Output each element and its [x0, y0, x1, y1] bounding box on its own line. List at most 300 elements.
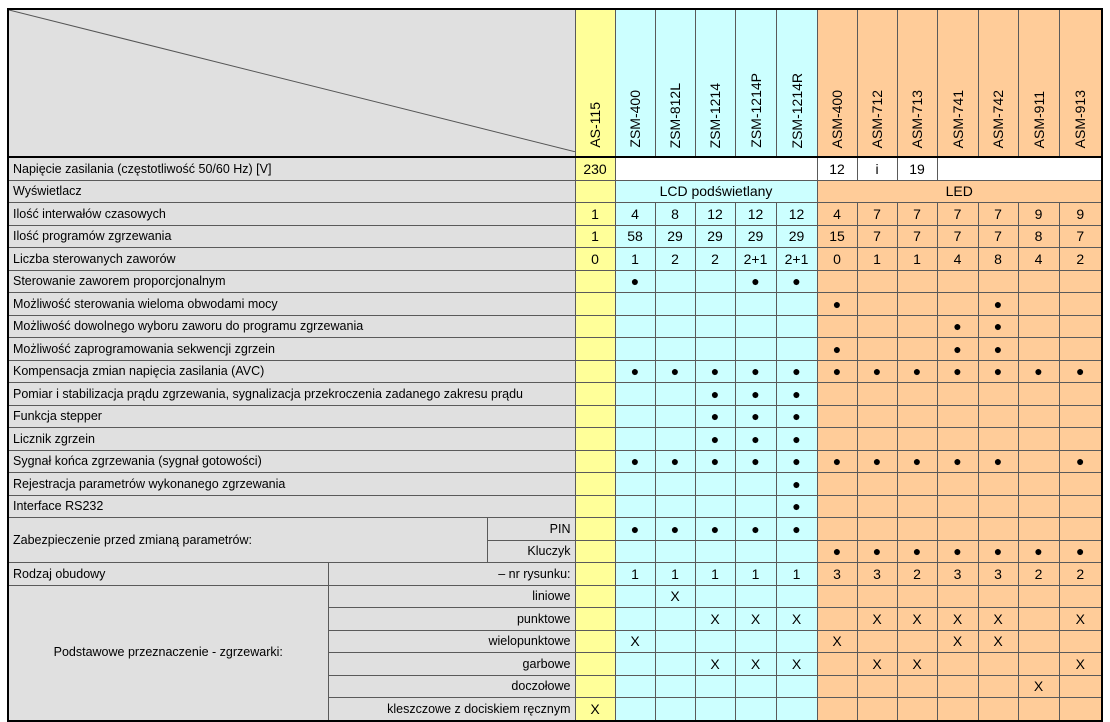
feature-dot: ● [978, 293, 1018, 316]
value-cell [817, 270, 857, 293]
value-cell [1059, 630, 1102, 653]
feature-dot: ● [735, 270, 776, 293]
feature-dot: ● [655, 450, 695, 473]
feature-dot: ● [695, 450, 735, 473]
value-cell [776, 540, 817, 563]
value-cell [655, 338, 695, 361]
value-cell [978, 585, 1018, 608]
display-row [8, 180, 1102, 203]
value-cell [1018, 383, 1059, 406]
value-cell: 12 [695, 203, 735, 226]
model-name: ZSM-812L [667, 82, 683, 148]
feature-dot: ● [735, 405, 776, 428]
purpose-mark: X [897, 608, 937, 631]
value-cell [937, 405, 978, 428]
feature-dot: ● [1018, 360, 1059, 383]
value-cell: 4 [937, 248, 978, 271]
value-cell [897, 293, 937, 316]
housing-value: 3 [978, 563, 1018, 586]
value-cell [655, 473, 695, 496]
value-cell [1059, 518, 1102, 541]
value-cell [1018, 518, 1059, 541]
value-cell [695, 338, 735, 361]
purpose-row [8, 585, 1102, 608]
value-cell [615, 383, 655, 406]
value-cell [978, 518, 1018, 541]
value-cell [937, 473, 978, 496]
value-cell [575, 383, 615, 406]
feature-dot: ● [776, 270, 817, 293]
value-cell [937, 428, 978, 451]
value-cell [1018, 653, 1059, 676]
row-label: Możliwość dowolnego wyboru zaworu do programu zgrzewania [8, 315, 575, 338]
feature-row [8, 360, 1102, 383]
housing-value: 2 [897, 563, 937, 586]
model-name: ASM-911 [1030, 90, 1047, 148]
feature-dot: ● [857, 540, 897, 563]
feature-dot: ● [615, 450, 655, 473]
row-label: Kompensacja zmian napięcia zasilania (AVC) [8, 360, 575, 383]
value-cell [615, 675, 655, 698]
feature-dot: ● [857, 450, 897, 473]
feature-dot: ● [695, 383, 735, 406]
housing-value: 3 [937, 563, 978, 586]
purpose-mark: X [857, 608, 897, 631]
value-cell: 7 [857, 225, 897, 248]
value-cell [897, 315, 937, 338]
row-label: Możliwość sterowania wieloma obwodami mocy [8, 293, 575, 316]
value-cell [695, 585, 735, 608]
value-cell [897, 518, 937, 541]
feature-dot: ● [615, 518, 655, 541]
model-name: ZSM-1214 [707, 82, 723, 148]
value-cell [857, 428, 897, 451]
value-cell: 0 [817, 248, 857, 271]
value-cell [857, 495, 897, 518]
value-cell: 2+1 [776, 248, 817, 271]
purpose-mark: X [776, 608, 817, 631]
feature-dot: ● [735, 450, 776, 473]
value-cell [1018, 315, 1059, 338]
row-label: Ilość programów zgrzewania [8, 225, 575, 248]
row-label: Ilość interwałów czasowych [8, 203, 575, 226]
display-zsm: LCD podświetlany [615, 180, 817, 203]
value-cell [857, 270, 897, 293]
purpose-mark: X [937, 608, 978, 631]
value-cell [1018, 338, 1059, 361]
value-cell [655, 675, 695, 698]
voltage-label: Napięcie zasilania (częstotliwość 50/60 Hz) [V] [8, 157, 575, 180]
value-cell [937, 293, 978, 316]
value-cell [857, 315, 897, 338]
value-cell [937, 653, 978, 676]
value-cell [735, 315, 776, 338]
housing-value [575, 563, 615, 586]
feature-dot: ● [776, 360, 817, 383]
row-label: Licznik zgrzein [8, 428, 575, 451]
value-cell [1059, 473, 1102, 496]
value-cell [735, 338, 776, 361]
value-cell: 58 [615, 225, 655, 248]
value-cell [615, 653, 655, 676]
spec-table-container [7, 8, 1103, 722]
value-cell [1018, 428, 1059, 451]
voltage-blank [615, 157, 817, 180]
value-cell: 7 [978, 225, 1018, 248]
feature-dot: ● [897, 360, 937, 383]
value-cell: 2 [655, 248, 695, 271]
value-cell: 4 [615, 203, 655, 226]
value-cell [735, 473, 776, 496]
value-cell: 12 [735, 203, 776, 226]
feature-dot: ● [735, 360, 776, 383]
value-cell [655, 653, 695, 676]
model-header [735, 9, 776, 157]
value-cell [817, 608, 857, 631]
value-cell [1018, 270, 1059, 293]
value-cell [978, 428, 1018, 451]
value-cell [695, 495, 735, 518]
feature-dot: ● [978, 315, 1018, 338]
purpose-label: Podstawowe przeznaczenie - zgrzewarki: [8, 585, 328, 721]
feature-row [8, 473, 1102, 496]
model-name: ASM-742 [990, 89, 1006, 148]
value-cell: 9 [1059, 203, 1102, 226]
value-cell: 1 [857, 248, 897, 271]
value-cell [735, 540, 776, 563]
value-cell [776, 675, 817, 698]
value-cell [1059, 270, 1102, 293]
value-cell [655, 540, 695, 563]
value-cell [978, 473, 1018, 496]
value-cell [776, 293, 817, 316]
purpose-sublabel: garbowe [328, 653, 575, 676]
value-cell [615, 698, 655, 721]
feature-dot: ● [817, 540, 857, 563]
purpose-mark: X [776, 653, 817, 676]
value-cell [817, 383, 857, 406]
feature-dot: ● [695, 518, 735, 541]
value-cell: 2 [695, 248, 735, 271]
feature-dot: ● [937, 540, 978, 563]
housing-value: 1 [695, 563, 735, 586]
model-name: ZSM-1214P [747, 73, 764, 148]
value-cell [776, 338, 817, 361]
value-cell [1018, 405, 1059, 428]
feature-dot: ● [817, 293, 857, 316]
feature-dot: ● [776, 450, 817, 473]
value-cell [776, 315, 817, 338]
value-cell [615, 405, 655, 428]
model-name: AS-115 [587, 102, 603, 148]
value-cell [937, 518, 978, 541]
value-cell [857, 338, 897, 361]
value-cell [817, 698, 857, 721]
value-cell [1059, 585, 1102, 608]
value-cell [857, 405, 897, 428]
value-cell [575, 495, 615, 518]
value-cell: 29 [735, 225, 776, 248]
value-cell [735, 630, 776, 653]
feature-dot: ● [937, 450, 978, 473]
model-header [817, 9, 857, 157]
corner-diagonal [8, 9, 575, 157]
model-header [1018, 9, 1059, 157]
model-name: ASM-713 [909, 89, 925, 148]
value-cell [735, 675, 776, 698]
housing-value: 1 [655, 563, 695, 586]
model-header [1059, 9, 1102, 157]
value-cell [695, 675, 735, 698]
value-cell [776, 585, 817, 608]
value-cell [655, 608, 695, 631]
value-cell [817, 315, 857, 338]
value-cell [735, 698, 776, 721]
value-cell: 8 [1018, 225, 1059, 248]
voltage-value-19: 19 [897, 157, 937, 180]
value-cell [1059, 428, 1102, 451]
value-cell [575, 270, 615, 293]
purpose-mark: X [978, 630, 1018, 653]
value-cell [1018, 698, 1059, 721]
purpose-mark: X [735, 608, 776, 631]
row-label: Pomiar i stabilizacja prądu zgrzewania, sygnalizacja przekroczenia zadanego zakresu prądu [8, 383, 575, 406]
value-cell [897, 270, 937, 293]
value-cell: 8 [655, 203, 695, 226]
feature-dot: ● [817, 360, 857, 383]
purpose-mark: X [655, 585, 695, 608]
value-cell [655, 630, 695, 653]
value-cell [1018, 495, 1059, 518]
row-label: Interface RS232 [8, 495, 575, 518]
feature-dot: ● [937, 360, 978, 383]
purpose-mark: X [857, 653, 897, 676]
value-cell [937, 675, 978, 698]
feature-row [8, 495, 1102, 518]
value-cell [1059, 338, 1102, 361]
value-cell: 7 [1059, 225, 1102, 248]
value-cell [615, 608, 655, 631]
numeric-row [8, 225, 1102, 248]
model-header [575, 9, 615, 157]
value-cell [575, 653, 615, 676]
value-cell [1059, 293, 1102, 316]
value-cell: 29 [776, 225, 817, 248]
value-cell [897, 383, 937, 406]
purpose-mark: X [817, 630, 857, 653]
voltage-as115: 230 [575, 157, 615, 180]
housing-value: 2 [1018, 563, 1059, 586]
housing-value: 1 [776, 563, 817, 586]
value-cell [655, 383, 695, 406]
value-cell [695, 315, 735, 338]
value-cell [655, 405, 695, 428]
value-cell: 7 [897, 203, 937, 226]
value-cell [857, 585, 897, 608]
value-cell [575, 585, 615, 608]
value-cell [575, 473, 615, 496]
value-cell [857, 675, 897, 698]
value-cell: 15 [817, 225, 857, 248]
row-label: Sterowanie zaworem proporcjonalnym [8, 270, 575, 293]
feature-dot: ● [978, 338, 1018, 361]
housing-sublabel: – nr rysunku: [328, 563, 575, 586]
value-cell [575, 675, 615, 698]
feature-dot: ● [695, 428, 735, 451]
model-header [978, 9, 1018, 157]
value-cell [978, 383, 1018, 406]
row-label: Liczba sterowanych zaworów [8, 248, 575, 271]
value-cell [817, 495, 857, 518]
row-label: Możliwość zaprogramowania sekwencji zgrzein [8, 338, 575, 361]
protection-sublabel: PIN [487, 518, 575, 541]
value-cell [1018, 473, 1059, 496]
value-cell [978, 270, 1018, 293]
model-name: ASM-741 [949, 89, 966, 148]
purpose-sublabel: doczołowe [328, 675, 575, 698]
value-cell [575, 405, 615, 428]
value-cell [1059, 698, 1102, 721]
value-cell: 1 [897, 248, 937, 271]
value-cell [1059, 383, 1102, 406]
value-cell: 2 [1059, 248, 1102, 271]
feature-dot: ● [1059, 360, 1102, 383]
value-cell: 1 [575, 225, 615, 248]
feature-dot: ● [897, 540, 937, 563]
value-cell [695, 270, 735, 293]
row-label: Funkcja stepper [8, 405, 575, 428]
value-cell: 2+1 [735, 248, 776, 271]
value-cell [937, 270, 978, 293]
value-cell [615, 473, 655, 496]
model-header [695, 9, 735, 157]
feature-dot: ● [735, 428, 776, 451]
model-name: ZSM-400 [627, 90, 643, 148]
value-cell [817, 473, 857, 496]
purpose-mark: X [695, 653, 735, 676]
value-cell [937, 495, 978, 518]
protection-label: Zabezpieczenie przed zmianą parametrów: [8, 518, 487, 563]
value-cell [857, 473, 897, 496]
value-cell [575, 630, 615, 653]
value-cell: 7 [897, 225, 937, 248]
value-cell [575, 540, 615, 563]
feature-dot: ● [1059, 540, 1102, 563]
value-cell [655, 495, 695, 518]
feature-dot: ● [776, 405, 817, 428]
value-cell [1059, 405, 1102, 428]
housing-value: 2 [1059, 563, 1102, 586]
purpose-mark: X [615, 630, 655, 653]
feature-dot: ● [735, 383, 776, 406]
voltage-row [8, 157, 1102, 180]
purpose-mark: X [978, 608, 1018, 631]
value-cell [575, 518, 615, 541]
model-name: ZSM-1214R [788, 72, 805, 148]
model-header [776, 9, 817, 157]
value-cell [615, 293, 655, 316]
value-cell: 0 [575, 248, 615, 271]
feature-dot: ● [978, 360, 1018, 383]
feature-dot: ● [776, 428, 817, 451]
value-cell [575, 315, 615, 338]
feature-row [8, 293, 1102, 316]
value-cell [735, 293, 776, 316]
value-cell [1018, 608, 1059, 631]
value-cell [1018, 630, 1059, 653]
purpose-mark: X [735, 653, 776, 676]
value-cell [897, 473, 937, 496]
model-name: ASM-400 [829, 89, 845, 148]
numeric-row [8, 203, 1102, 226]
value-cell [615, 315, 655, 338]
feature-dot: ● [776, 518, 817, 541]
value-cell [857, 698, 897, 721]
value-cell [695, 540, 735, 563]
purpose-sublabel: punktowe [328, 608, 575, 631]
numeric-row [8, 248, 1102, 271]
value-cell [655, 315, 695, 338]
feature-dot: ● [978, 540, 1018, 563]
display-asm: LED [817, 180, 1102, 203]
value-cell [655, 270, 695, 293]
value-cell [655, 293, 695, 316]
value-cell [735, 495, 776, 518]
housing-value: 3 [817, 563, 857, 586]
purpose-mark: X [1018, 675, 1059, 698]
value-cell [897, 405, 937, 428]
value-cell [735, 585, 776, 608]
value-cell: 29 [655, 225, 695, 248]
purpose-mark: X [1059, 653, 1102, 676]
value-cell [575, 338, 615, 361]
purpose-sublabel: liniowe [328, 585, 575, 608]
model-header [615, 9, 655, 157]
model-header [655, 9, 695, 157]
model-header [937, 9, 978, 157]
value-cell [615, 428, 655, 451]
purpose-mark: X [695, 608, 735, 631]
value-cell: 1 [575, 203, 615, 226]
value-cell [817, 428, 857, 451]
feature-dot: ● [776, 495, 817, 518]
value-cell: 7 [937, 203, 978, 226]
value-cell: 7 [937, 225, 978, 248]
value-cell [776, 630, 817, 653]
feature-dot: ● [695, 360, 735, 383]
value-cell [978, 698, 1018, 721]
feature-row [8, 405, 1102, 428]
display-as115 [575, 180, 615, 203]
feature-row [8, 383, 1102, 406]
feature-dot: ● [937, 338, 978, 361]
model-header [857, 9, 897, 157]
feature-row [8, 428, 1102, 451]
feature-dot: ● [817, 338, 857, 361]
value-cell [615, 585, 655, 608]
feature-dot: ● [776, 473, 817, 496]
value-cell [655, 698, 695, 721]
value-cell [897, 495, 937, 518]
value-cell: 4 [1018, 248, 1059, 271]
header-row [8, 9, 1102, 157]
display-label: Wyświetlacz [8, 180, 575, 203]
value-cell [695, 473, 735, 496]
value-cell [937, 383, 978, 406]
value-cell: 7 [978, 203, 1018, 226]
housing-value: 1 [615, 563, 655, 586]
feature-dot: ● [897, 450, 937, 473]
